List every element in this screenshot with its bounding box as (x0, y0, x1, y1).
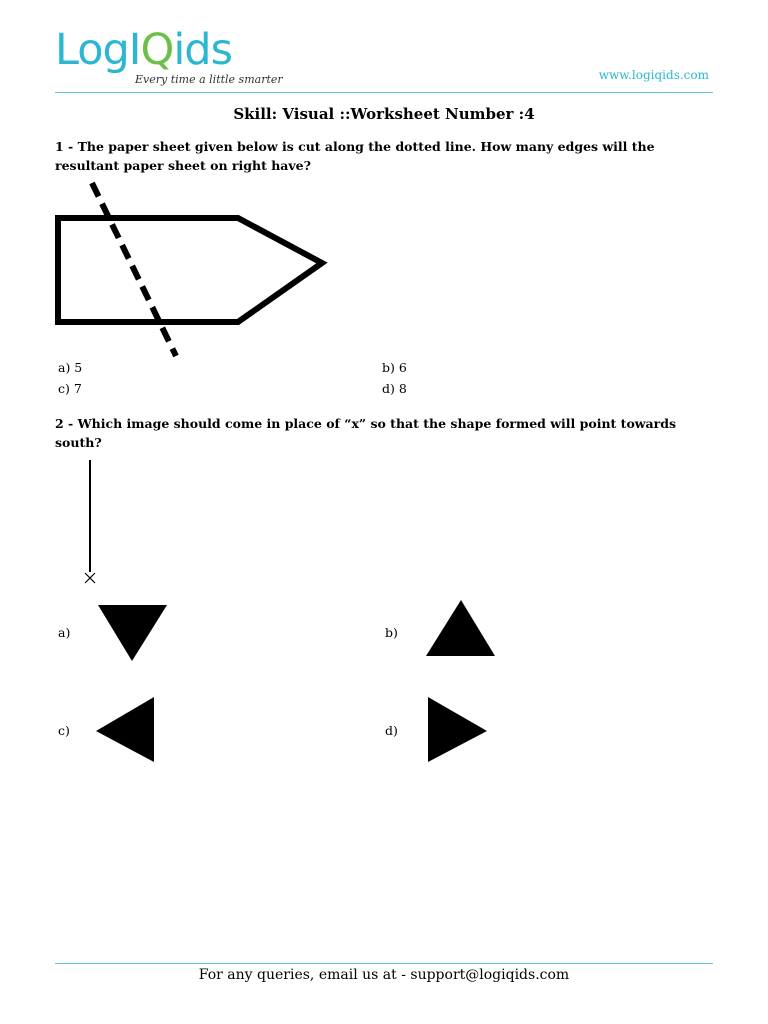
q2-option-a[interactable]: a) (58, 625, 71, 640)
option-b-triangle-up-icon (426, 600, 495, 656)
logo-part-logi: LogI (55, 25, 141, 75)
q1-option-c[interactable]: c) 7 (58, 381, 82, 396)
q1-option-b[interactable]: b) 6 (382, 360, 407, 375)
q2-option-c[interactable]: c) (58, 723, 70, 738)
logo-part-ids: ids (173, 25, 233, 75)
site-url-link[interactable]: www.logiqids.com (598, 68, 709, 82)
logo-tagline: Every time a little smarter (135, 73, 283, 86)
paper-sheet-shape (58, 218, 322, 322)
footer-contact: For any queries, email us at - support@logiqids.com (198, 967, 570, 983)
question-1-text: 1 - The paper sheet given below is cut along the dotted line. How many edges will the resultant paper sheet on right have? (55, 139, 655, 173)
option-d-triangle-right-icon (428, 697, 487, 762)
footer-divider (55, 963, 713, 964)
logo-part-q: Q (140, 25, 174, 75)
question-2-text: 2 - Which image should come in place of “x” so that the shape formed will point towards south? (55, 416, 677, 450)
q1-option-a[interactable]: a) 5 (58, 360, 83, 375)
q2-option-d[interactable]: d) (385, 723, 398, 738)
q1-option-d[interactable]: d) 8 (382, 381, 407, 396)
q2-option-b[interactable]: b) (385, 625, 398, 640)
option-a-triangle-down-icon (98, 605, 167, 661)
x-placeholder-mark (85, 573, 95, 583)
page-title: Skill: Visual ::Worksheet Number :4 (233, 105, 535, 123)
option-c-triangle-left-icon (96, 697, 154, 762)
cut-dotted-line (92, 183, 176, 356)
